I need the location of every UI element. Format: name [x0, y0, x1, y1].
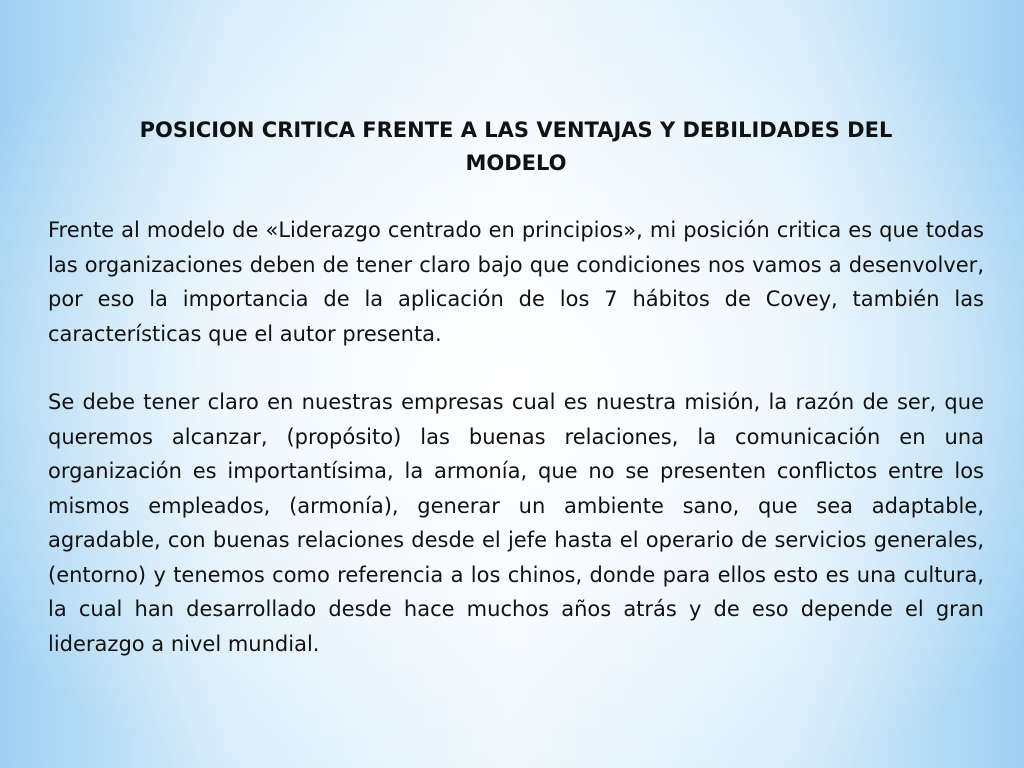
slide-content — [48, 114, 984, 695]
slide-title: POSICION CRITICA FRENTE A LAS VENTAJAS Y DEBILIDADES DEL MODELO — [139, 118, 893, 175]
paragraph-position: Frente al modelo de «Liderazgo centrado en principios», mi posición critica es que todas las organizaciones deben de tener claro bajo que condiciones nos vamos a desenvolver, por eso la importancia de la aplicación de los 7 hábitos de Covey, también las características que el autor presenta. — [48, 218, 984, 346]
paragraph-mission: Se debe tener claro en nuestras empresas cual es nuestra misión, la razón de ser, que queremos alcanzar, (propósito) las buenas relaciones, la comunicación en una organización es importantísima, la armonía, que no se presenten conflictos entre los mismos empleados, (armonía), generar un ambiente sano, que sea adaptable, agradable, con buenas relaciones desde el jefe hasta el operario de servicios generales, (entorno) y tenemos como referencia a los chinos, donde para ellos esto es una cultura, la cual han desarrollado desde hace muchos años atrás y de eso depende el gran liderazgo a nivel mundial. — [48, 390, 984, 656]
